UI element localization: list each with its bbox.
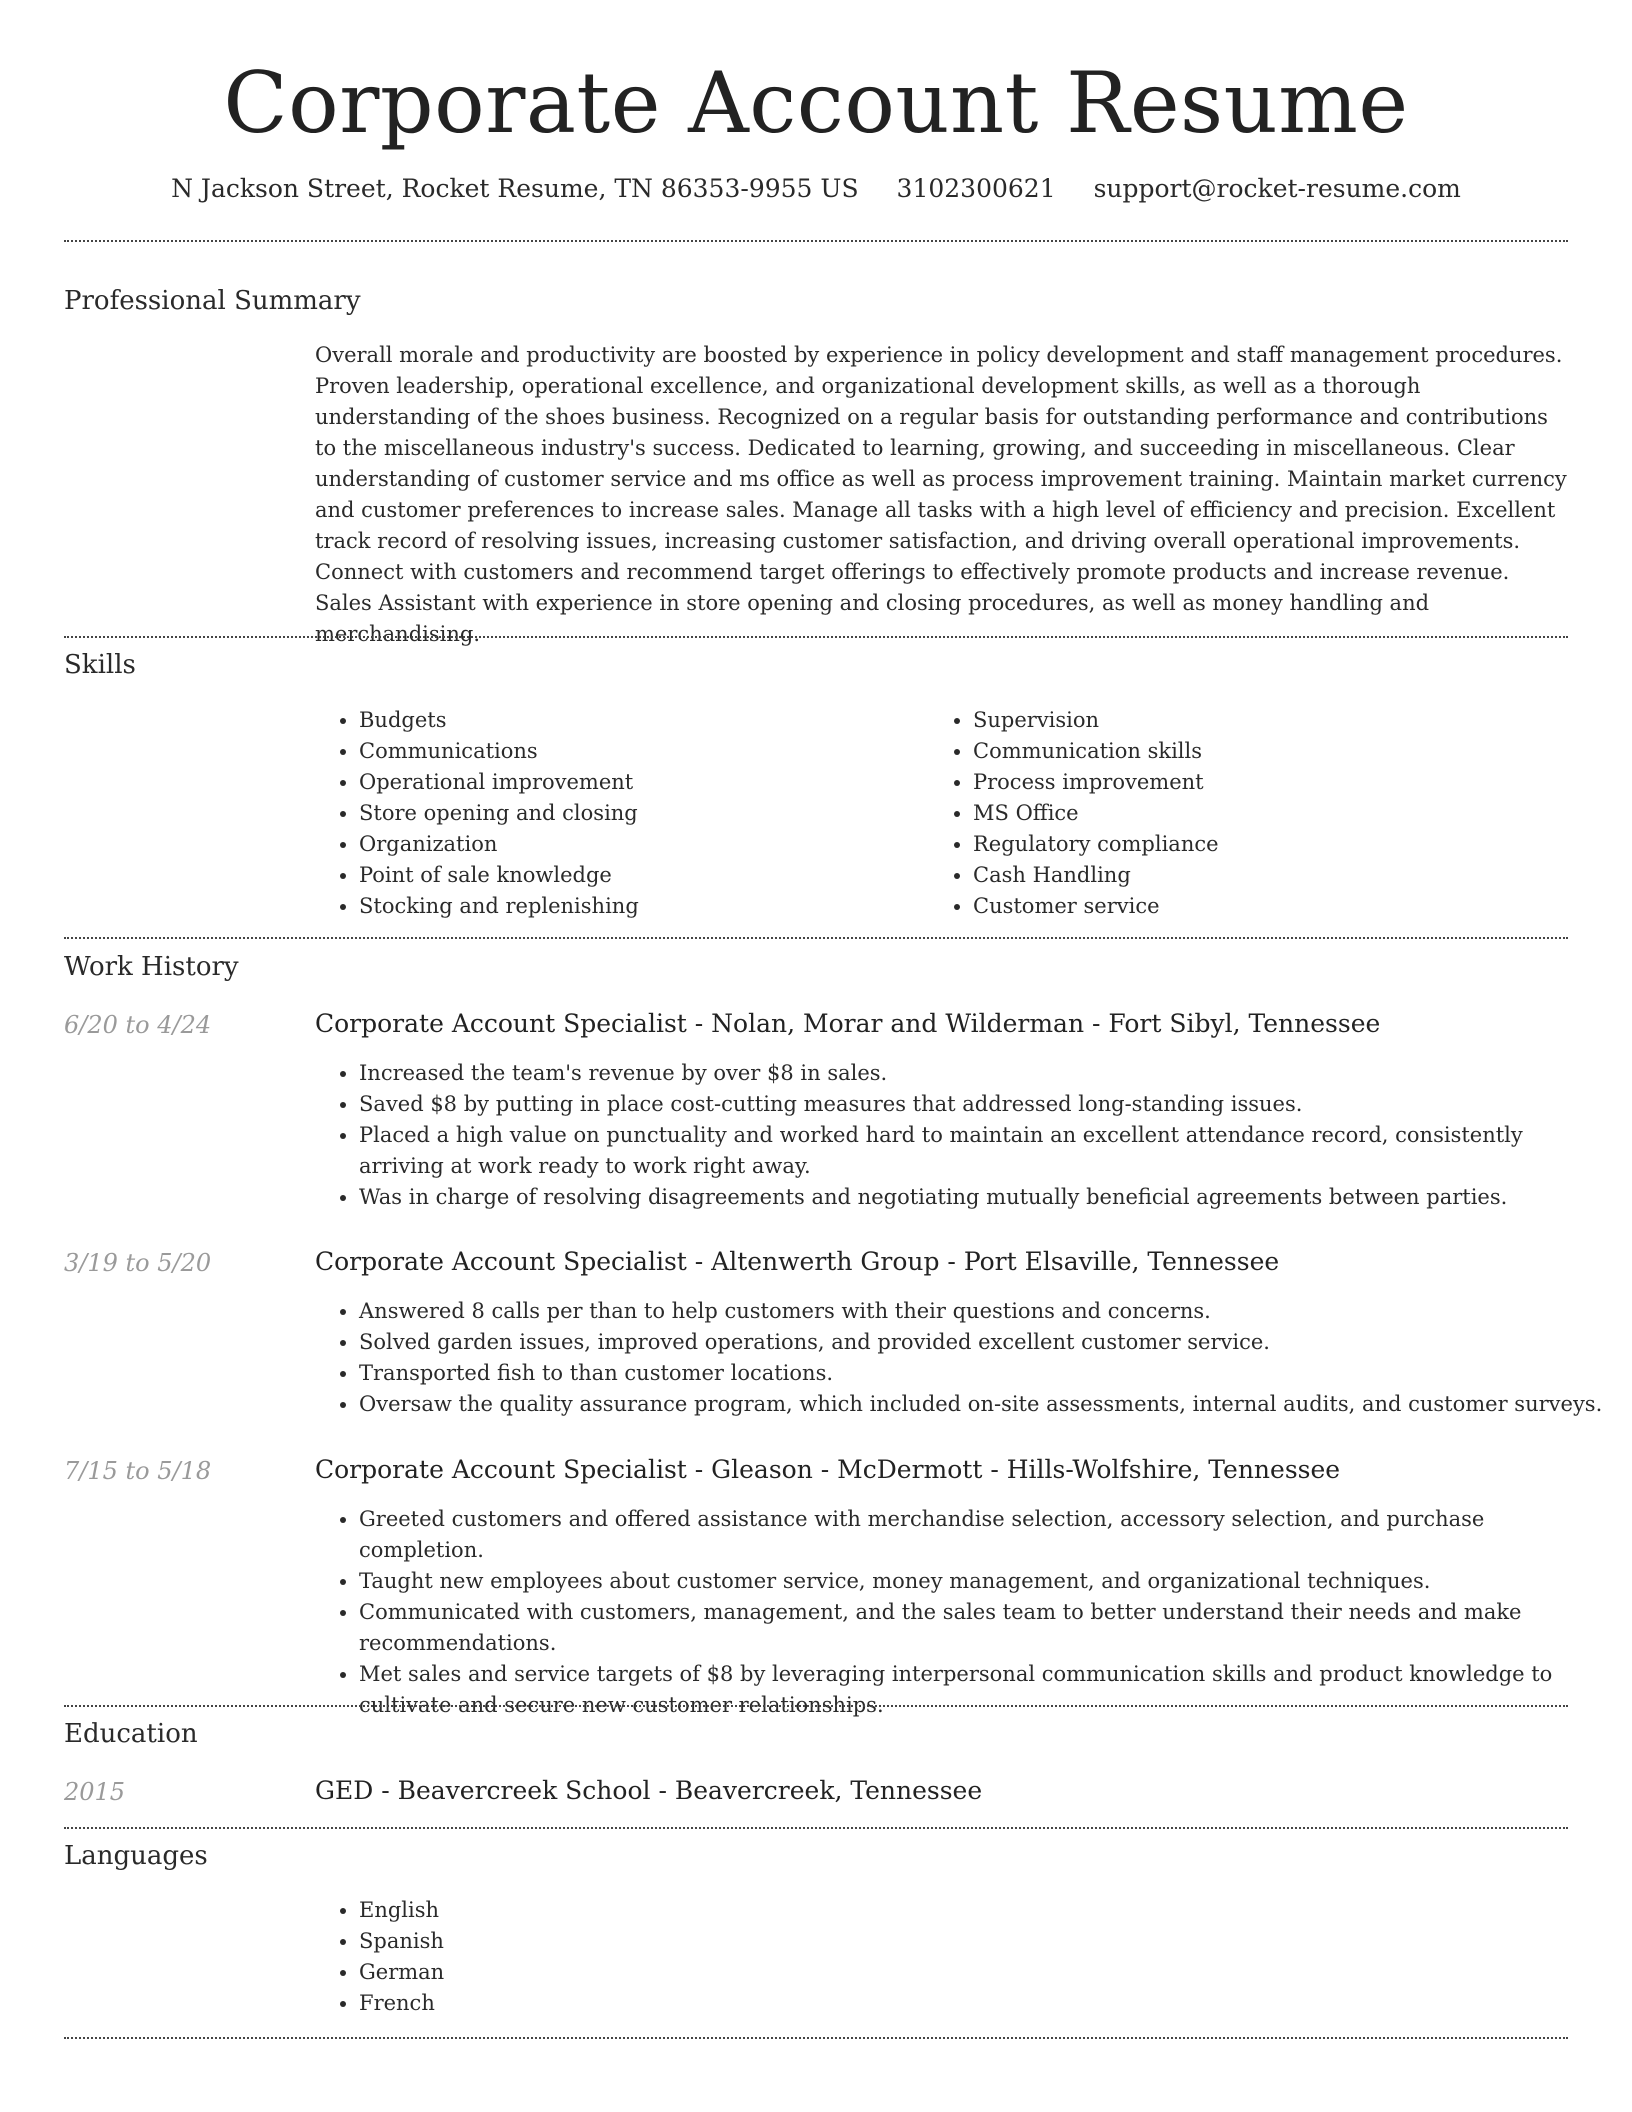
- job-bullet: • Transported fish to than customer locations.: [359, 1358, 1612, 1389]
- section-title-languages: Languages: [64, 1841, 208, 1871]
- skill-item: • Stocking and replenishing: [359, 891, 919, 922]
- job-bullet: • Answered 8 calls per than to help customers with their questions and concerns.: [359, 1296, 1612, 1327]
- education-year: 2015: [64, 1778, 126, 1806]
- divider: [64, 937, 1568, 939]
- skill-item: • Process improvement: [973, 767, 1573, 798]
- job-bullet: • Communicated with customers, management, and the sales team to better understand their needs and make recommendations.: [359, 1597, 1612, 1659]
- language-item: • German: [359, 1957, 959, 1988]
- job-bullet: • Greeted customers and offered assistance with merchandise selection, accessory selection, and purchase completion.: [359, 1504, 1612, 1566]
- job-dates: 6/20 to 4/24: [64, 1011, 212, 1039]
- job-heading: Corporate Account Specialist - Nolan, Morar and Wilderman - Fort Sibyl, Tennessee: [315, 1009, 1381, 1038]
- divider: [64, 636, 1568, 638]
- skill-item: • Operational improvement: [359, 767, 919, 798]
- skill-item: • Point of sale knowledge: [359, 860, 919, 891]
- skills-list-left: [315, 705, 919, 922]
- language-item: • French: [359, 1988, 959, 2019]
- job-bullet: • Increased the team's revenue by over $8 in sales.: [359, 1058, 1612, 1089]
- summary-text: Overall morale and productivity are boosted by experience in policy development and staff management procedures. Proven leadership, operational excellence, and organizational development skills, as well as a thorough understanding of the shoes business. Recognized on a regular basis for outstanding performance and contributions to the miscellaneous industry's success. Dedicated to learning, growing, and succeeding in miscellaneous. Clear understanding of customer service and ms office as well as process improvement training. Maintain market currency and customer preferences to increase sales. Manage all tasks with a high level of efficiency and precision. Excellent track record of resolving issues, increasing customer satisfaction, and driving overall operational improvements. Connect with customers and recommend target offerings to effectively promote products and increase revenue. Sales Assistant with experience in store opening and closing procedures, as well as money handling and merchandising.: [315, 343, 1567, 646]
- job-bullet: • Oversaw the quality assurance program, which included on-site assessments, internal audits, and customer surveys.: [359, 1389, 1612, 1420]
- divider: [64, 2037, 1568, 2039]
- contact-line: [0, 172, 1632, 206]
- skill-item: • Supervision: [973, 705, 1573, 736]
- skill-item: • Budgets: [359, 705, 919, 736]
- divider: [64, 1827, 1568, 1829]
- section-title-work: Work History: [64, 952, 239, 982]
- job-bullets: [315, 1058, 1612, 1213]
- education-entry: GED - Beavercreek School - Beavercreek, Tennessee: [315, 1776, 983, 1805]
- language-item: • English: [359, 1895, 959, 1926]
- divider: [64, 1705, 1568, 1707]
- skill-item: • Cash Handling: [973, 860, 1573, 891]
- job-bullet: • Saved $8 by putting in place cost-cutting measures that addressed long-standing issues.: [359, 1089, 1612, 1120]
- skill-item: • Communications: [359, 736, 919, 767]
- skill-item: • Communication skills: [973, 736, 1573, 767]
- divider: [64, 240, 1568, 242]
- job-bullet: • Was in charge of resolving disagreements and negotiating mutually beneficial agreements between parties.: [359, 1182, 1612, 1213]
- languages-list: [315, 1895, 959, 2019]
- job-bullet: • Placed a high value on punctuality and worked hard to maintain an excellent attendance record, consistently arriving at work ready to work right away.: [359, 1120, 1612, 1182]
- section-title-summary: Professional Summary: [64, 286, 361, 316]
- job-dates: 3/19 to 5/20: [64, 1249, 212, 1277]
- contact-phone: 3102300621: [896, 174, 1056, 203]
- skill-item: • Store opening and closing: [359, 798, 919, 829]
- job-heading: Corporate Account Specialist - Gleason - McDermott - Hills-Wolfshire, Tennessee: [315, 1455, 1341, 1484]
- skills-list-right: [929, 705, 1573, 922]
- skill-item: • Customer service: [973, 891, 1573, 922]
- contact-email: support@rocket-resume.com: [1093, 174, 1461, 203]
- job-bullets: [315, 1504, 1612, 1721]
- skill-item: • Regulatory compliance: [973, 829, 1573, 860]
- contact-address: N Jackson Street, Rocket Resume, TN 86353-9955 US: [171, 174, 859, 203]
- skill-item: • Organization: [359, 829, 919, 860]
- job-heading: Corporate Account Specialist - Altenwerth Group - Port Elsaville, Tennessee: [315, 1247, 1280, 1276]
- job-bullet: • Solved garden issues, improved operations, and provided excellent customer service.: [359, 1327, 1612, 1358]
- job-bullet: • Taught new employees about customer service, money management, and organizational techniques.: [359, 1566, 1612, 1597]
- job-bullet: • Met sales and service targets of $8 by leveraging interpersonal communication skills and product knowledge to cultivate and secure new customer relationships.: [359, 1659, 1612, 1721]
- job-bullets: [315, 1296, 1612, 1420]
- resume-title: Corporate Account Resume: [223, 54, 1409, 152]
- section-title-education: Education: [64, 1719, 198, 1749]
- skill-item: • MS Office: [973, 798, 1573, 829]
- language-item: • Spanish: [359, 1926, 959, 1957]
- job-dates: 7/15 to 5/18: [64, 1457, 212, 1485]
- section-title-skills: Skills: [64, 650, 136, 680]
